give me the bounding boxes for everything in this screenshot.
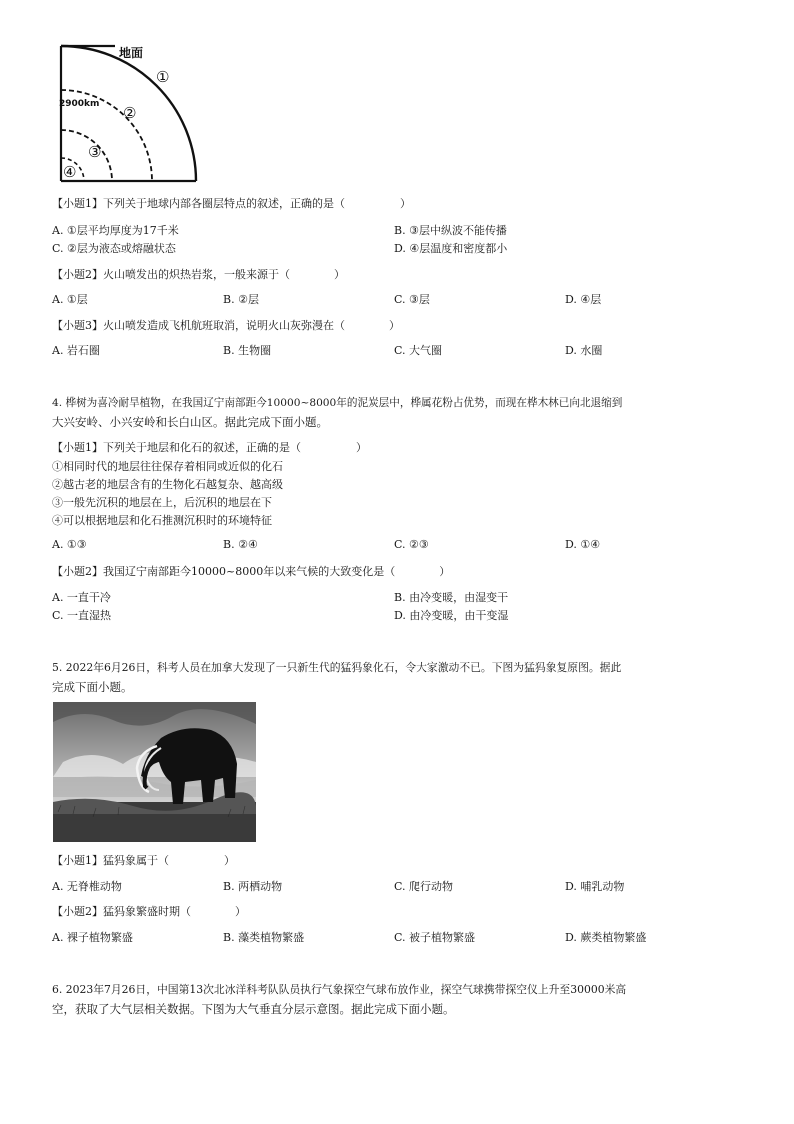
q4-sub2-option-a: A. 一直干冷 bbox=[52, 591, 111, 604]
q3-sub3-option-d: D. 水圈 bbox=[565, 344, 603, 357]
q3-sub3-option-b: B. 生物圈 bbox=[223, 344, 272, 357]
q3-sub2-option-b: B. ②层 bbox=[223, 293, 259, 306]
layer-marker-3: ③ bbox=[88, 143, 102, 161]
q3-sub2-option-d: D. ④层 bbox=[565, 293, 602, 306]
q5-sub2-option-a: A. 裸子植物繁盛 bbox=[52, 931, 133, 944]
q5-sub2-option-d: D. 蕨类植物繁盛 bbox=[565, 931, 647, 944]
q3-sub3-option-c: C. 大气圈 bbox=[394, 344, 443, 357]
q3-sub1-option-b: B. ③层中纵波不能传播 bbox=[394, 224, 507, 237]
q3-sub3-option-a: A. 岩石圈 bbox=[52, 344, 100, 357]
q5-sub2-question: 【小题2】猛犸象繁盛时期（ ） bbox=[52, 905, 246, 918]
q4-sub2-option-d: D. 由冷变暖，由干变湿 bbox=[394, 609, 509, 622]
q3-sub2-option-c: C. ③层 bbox=[394, 293, 430, 306]
q4-sub2-option-c: C. 一直湿热 bbox=[52, 609, 112, 622]
q4-sub1-question: 【小题1】下列关于地层和化石的叙述，正确的是（ ） bbox=[52, 441, 367, 454]
q3-sub1-option-d: D. ④层温度和密度都小 bbox=[394, 242, 508, 255]
q4-sub1-option-a: A. ①③ bbox=[52, 538, 87, 551]
q5-sub1-option-b: B. 两栖动物 bbox=[223, 880, 283, 893]
q3-sub1-question: 【小题1】下列关于地球内部各圈层特点的叙述，正确的是（ ） bbox=[52, 197, 411, 210]
q4-stem-line1: 4. 桦树为喜冷耐旱植物，在我国辽宁南部距今10000~8000年的泥炭层中，桦属花粉占优势，而现在桦木林已向北退缩到 bbox=[52, 397, 623, 409]
q6-stem-line2: 空，获取了大气层相关数据。下图为大气垂直分层示意图。据此完成下面小题。 bbox=[52, 1002, 455, 1016]
q5-sub2-option-b: B. 藻类植物繁盛 bbox=[223, 931, 305, 944]
layer-marker-4: ④ bbox=[63, 163, 77, 181]
q4-sub1-option-d: D. ①④ bbox=[565, 538, 601, 551]
q4-sub1-statement-4: ④可以根据地层和化石推测沉积时的环境特征 bbox=[52, 514, 272, 527]
q3-sub1-option-c: C. ②层为液态或熔融状态 bbox=[52, 242, 176, 255]
q6-stem-line1: 6. 2023年7月26日，中国第13次北冰洋科考队队员执行气象探空气球布放作业，探空气球携带探空仪上升至30000米高 bbox=[52, 983, 627, 996]
q5-sub2-option-c: C. 被子植物繁盛 bbox=[394, 931, 476, 944]
surface-label: 地面 bbox=[119, 46, 144, 60]
mammoth-reconstruction-image bbox=[53, 702, 256, 842]
q4-sub1-option-b: B. ②④ bbox=[223, 538, 258, 551]
q4-sub1-statement-1: ①相同时代的地层往往保存着相同或近似的化石 bbox=[52, 460, 283, 473]
q4-sub1-statement-2: ②越古老的地层含有的生物化石越复杂、越高级 bbox=[52, 478, 283, 491]
q3-sub2-option-a: A. ①层 bbox=[52, 293, 88, 306]
q5-sub1-option-a: A. 无脊椎动物 bbox=[52, 880, 122, 893]
layer-marker-1: ① bbox=[156, 68, 170, 86]
q4-sub2-option-b: B. 由冷变暖，由湿变干 bbox=[394, 591, 509, 604]
layer-marker-2: ② bbox=[123, 104, 137, 122]
q4-sub1-option-c: C. ②③ bbox=[394, 538, 429, 551]
q5-sub1-question: 【小题1】猛犸象属于（ ） bbox=[52, 854, 235, 867]
q5-sub1-option-c: C. 爬行动物 bbox=[394, 880, 454, 893]
q3-sub1-option-a: A. ①层平均厚度为17千米 bbox=[52, 224, 179, 237]
q4-sub2-question: 【小题2】我国辽宁南部距今10000~8000年以来气候的大致变化是（ ） bbox=[52, 565, 451, 578]
q4-stem-line2: 大兴安岭、小兴安岭和长白山区。据此完成下面小题。 bbox=[52, 415, 328, 429]
earth-interior-diagram bbox=[55, 40, 205, 185]
q3-sub2-question: 【小题2】火山喷发出的炽热岩浆，一般来源于（ ） bbox=[52, 268, 345, 281]
q5-stem-line2: 完成下面小题。 bbox=[52, 680, 133, 694]
q5-stem-line1: 5. 2022年6月26日，科考人员在加拿大发现了一只新生代的猛犸象化石，令大家激动不已。下图为猛犸象复原图。据此 bbox=[52, 661, 622, 674]
q3-sub3-question: 【小题3】火山喷发造成飞机航班取消，说明火山灰弥漫在（ ） bbox=[52, 319, 400, 332]
depth-label: 2900km bbox=[59, 99, 100, 109]
q4-sub1-statement-3: ③一般先沉积的地层在上，后沉积的地层在下 bbox=[52, 496, 272, 509]
q5-sub1-option-d: D. 哺乳动物 bbox=[565, 880, 625, 893]
